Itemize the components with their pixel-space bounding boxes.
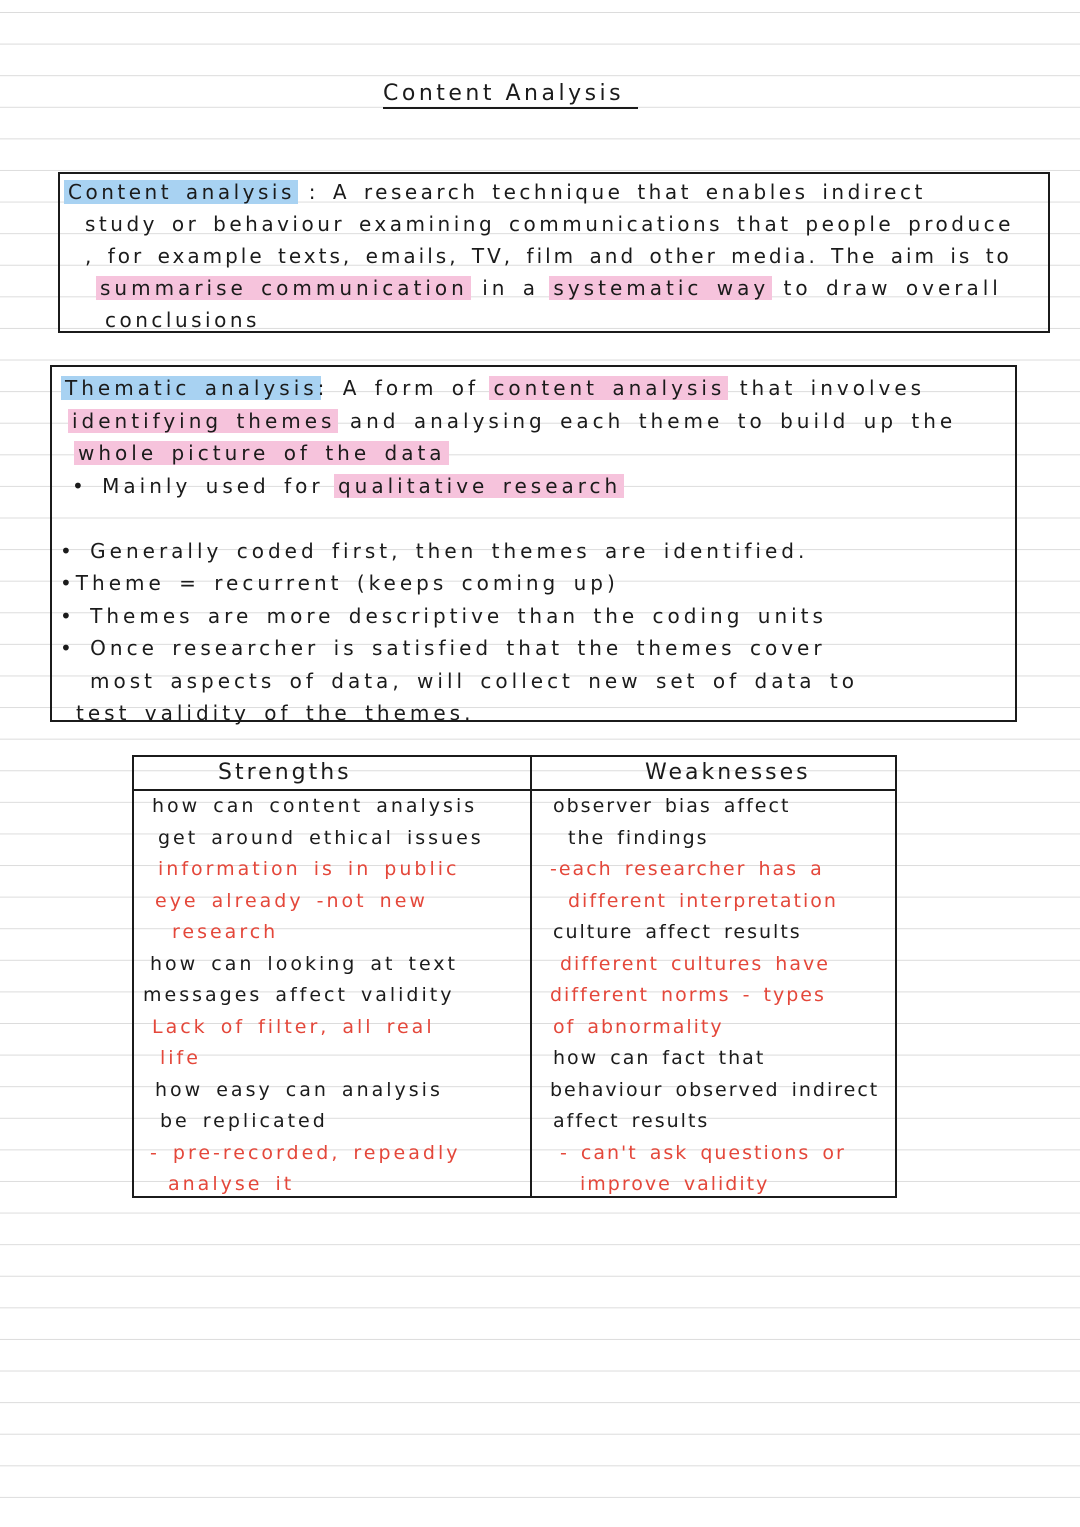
bullet-continuation: [52, 697, 1015, 730]
bullet-text: • Mainly used for: [72, 473, 338, 498]
weakness-answer: of abnormality: [553, 1015, 724, 1038]
strength-question: how can looking at text: [150, 952, 458, 975]
text-line: [60, 208, 1048, 240]
highlighted-phrase: content analysis: [493, 376, 726, 400]
highlighted-phrase: summarise communication: [100, 276, 468, 300]
page-title: [383, 82, 638, 109]
bullet-line: [52, 470, 1015, 503]
content-analysis-term: Content analysis: [68, 180, 295, 204]
blank-line: [52, 502, 1015, 535]
text-line: [52, 437, 1015, 470]
thematic-analysis-box: [50, 365, 1017, 725]
strength-answer: research: [172, 921, 279, 943]
strength-answer: analyse it: [168, 1173, 295, 1195]
definition-text: , for example texts, emails, TV, film and other media. The aim is to: [85, 244, 1012, 268]
weakness-answer: different norms - types: [550, 984, 826, 1006]
strength-answer: information is in public: [158, 858, 460, 880]
weakness-answer: different cultures have: [560, 952, 830, 975]
definition-text: conclusions: [105, 308, 260, 332]
highlighted-phrase: whole picture of the data: [78, 441, 446, 465]
weakness-question: affect results: [553, 1110, 710, 1132]
strength-answer: Lack of filter, all real: [152, 1015, 435, 1038]
highlighted-phrase: qualitative research: [337, 473, 622, 498]
content-analysis-definition-box: [58, 172, 1050, 333]
weakness-question: observer bias affect: [553, 795, 791, 817]
strength-question: how easy can analysis: [155, 1078, 443, 1101]
weaknesses-header: Weaknesses: [645, 760, 811, 785]
weakness-answer: -each researcher has a: [550, 858, 824, 880]
weakness-question: the findings: [568, 826, 709, 849]
bullet-line: [52, 632, 1015, 665]
bullet-text: • Generally coded first, then themes are identified.: [60, 538, 809, 563]
definition-text: study or behaviour examining communications that people produce: [85, 212, 1014, 236]
evaluation-table: [132, 755, 897, 1198]
weakness-answer: improve validity: [580, 1173, 770, 1195]
weakness-answer: different interpretation: [568, 889, 838, 912]
definition-text: and analysing each theme to build up the: [335, 408, 957, 433]
bullet-line: [52, 567, 1015, 600]
bullet-text: test validity of the themes.: [76, 701, 475, 725]
thematic-analysis-term: Thematic analysis: [65, 376, 318, 400]
highlighted-phrase: systematic way: [553, 276, 770, 300]
definition-text: : A form of: [317, 376, 494, 400]
strengths-column: [134, 757, 530, 1201]
bullet-text: most aspects of data, will collect new set of data to: [90, 668, 858, 693]
weakness-question: culture affect results: [553, 921, 802, 943]
strength-question: be replicated: [160, 1110, 328, 1132]
definition-text: in a: [467, 276, 554, 300]
weakness-question: behaviour observed indirect: [550, 1078, 880, 1101]
text-line: [52, 405, 1015, 438]
bullet-line: [52, 535, 1015, 568]
bullet-text: • Once researcher is satisfied that the themes cover: [60, 636, 826, 660]
definition-text: to draw overall: [769, 276, 1002, 300]
strength-question: get around ethical issues: [158, 826, 484, 849]
definition-text: : A research technique that enables indirect: [294, 180, 926, 204]
bullet-line: [52, 600, 1015, 633]
weakness-answer: - can't ask questions or: [560, 1141, 846, 1164]
strength-answer: life: [160, 1047, 201, 1069]
text-line: [60, 176, 1048, 208]
page-title-text: Content Analysis: [383, 81, 625, 106]
strength-question: how can content analysis: [152, 795, 478, 817]
bullet-text: •Theme = recurrent (keeps coming up): [60, 571, 619, 595]
strength-answer: eye already -not new: [155, 889, 428, 912]
bullet-text: • Themes are more descriptive than the coding units: [60, 603, 827, 628]
definition-text: that involves: [725, 376, 926, 400]
highlighted-phrase: identifying themes: [72, 408, 336, 433]
weakness-question: how can fact that: [553, 1047, 766, 1069]
strength-answer: - pre-recorded, repeadly: [150, 1141, 461, 1164]
text-line: [60, 240, 1048, 272]
strength-question: messages affect validity: [143, 984, 455, 1006]
strengths-header: Strengths: [218, 760, 352, 785]
text-line: [52, 372, 1015, 405]
text-line: [60, 272, 1048, 304]
weaknesses-column: [532, 757, 895, 1201]
bullet-continuation: [52, 665, 1015, 698]
text-line: [60, 304, 1048, 336]
